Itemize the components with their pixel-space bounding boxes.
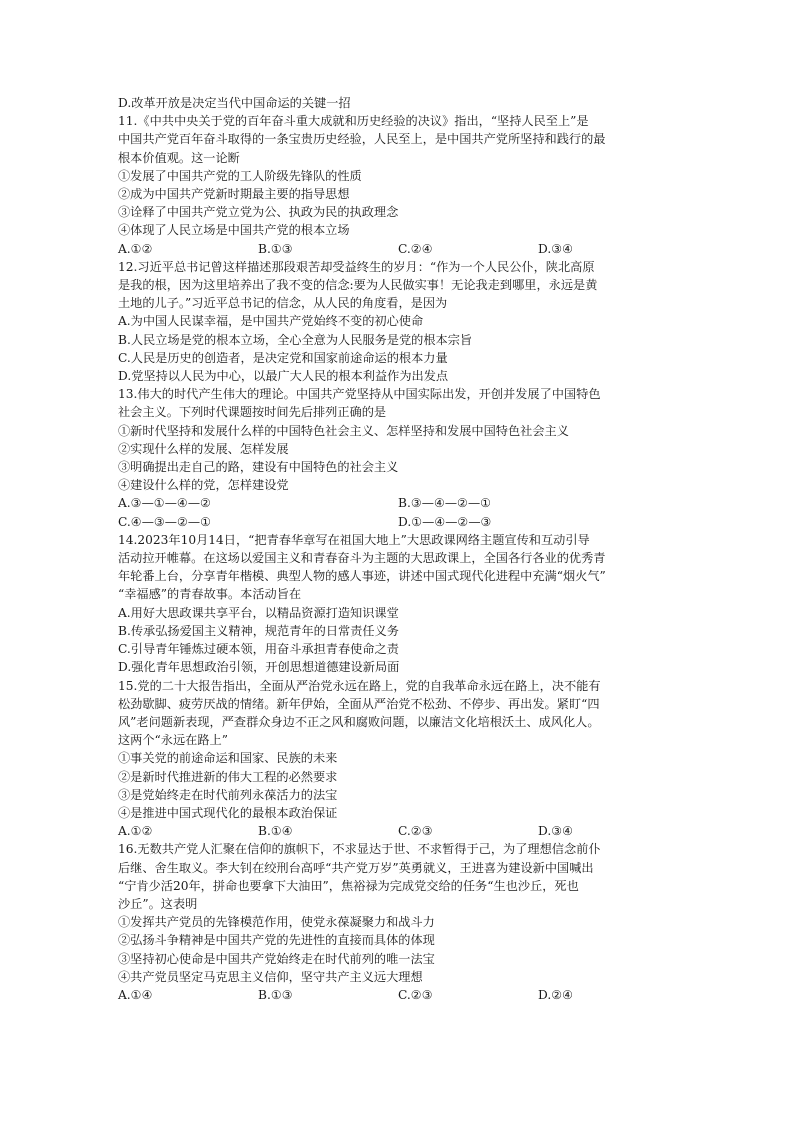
q14-stem-line: 年轮番上台，分享青年楷模、典型人物的感人事迹，讲述中国式现代化进程中充满“烟火气” bbox=[118, 569, 606, 584]
q13-options-row-2 bbox=[118, 513, 678, 531]
q15-item-3: ③是党始终走在时代前列永葆活力的法宝 bbox=[118, 787, 338, 802]
q16-option-d: D.②④ bbox=[538, 987, 574, 1002]
q13-stem-line: 13.伟大的时代产生伟大的理论。中国共产党坚持从中国实际出发，开创并发展了中国特色 bbox=[118, 387, 601, 402]
q16-item-4: ④共产党员坚定马克思主义信仰，坚守共产主义远大理想 bbox=[118, 969, 423, 984]
q14-stem-line: “幸福感”的青春故事。本活动旨在 bbox=[118, 587, 302, 602]
exam-page bbox=[118, 94, 678, 1004]
q16-option-a: A.①④ bbox=[118, 987, 153, 1002]
q15-options bbox=[118, 822, 678, 840]
question-15 bbox=[118, 677, 678, 841]
q13-stem-line: 社会主义。下列时代课题按时间先后排列正确的是 bbox=[118, 405, 387, 420]
question-13 bbox=[118, 385, 678, 531]
q16-options bbox=[118, 986, 678, 1004]
q16-stem-line: 沙丘”。这表明 bbox=[118, 896, 198, 911]
q12-stem-line: 12.习近平总书记曾这样描述那段艰苦却受益终生的岁月：“作为一个人民公仆，陕北高原 bbox=[118, 259, 595, 274]
q11-option-c: C.②④ bbox=[398, 241, 433, 256]
q16-stem-line: “宁肯少活20年，拼命也要拿下大油田”，焦裕禄为完成党交给的任务“生也沙丘，死也 bbox=[118, 878, 579, 893]
q15-stem-line: 15.党的二十大报告指出，全面从严治党永远在路上，党的自我革命永远在路上，决不能有 bbox=[118, 678, 601, 693]
q16-item-1: ①发挥共产党员的先锋模范作用，使党永葆凝聚力和战斗力 bbox=[118, 915, 435, 930]
q11-item-1: ①发展了中国共产党的工人阶级先锋队的性质 bbox=[118, 168, 362, 183]
question-14 bbox=[118, 531, 678, 677]
q15-option-c: C.②③ bbox=[398, 824, 433, 839]
q11-item-3: ③诠释了中国共产党立党为公、执政为民的执政理念 bbox=[118, 205, 399, 220]
q16-stem-line: 后继、舍生取义。李大钊在绞刑台高呼“共产党万岁”英勇就义，王进喜为建设新中国喊出 bbox=[118, 860, 594, 875]
q15-item-2: ②是新时代推进新的伟大工程的必然要求 bbox=[118, 769, 338, 784]
q15-stem-line: 风”老问题新表现，严查群众身边不正之风和腐败问题，以廉洁文化培根沃土、成风化人。 bbox=[118, 714, 600, 729]
q13-option-c: C.④—③—②—① bbox=[118, 514, 212, 529]
q13-option-d: D.①—④—②—③ bbox=[398, 514, 492, 529]
q15-stem-line: 这两个“永远在路上” bbox=[118, 733, 228, 748]
q13-item-4: ④建设什么样的党，怎样建设党 bbox=[118, 478, 289, 493]
q14-stem-line: 活动拉开帷幕。在这场以爱国主义和青春奋斗为主题的大思政课上，全国各行各业的优秀青 bbox=[118, 551, 606, 566]
q11-stem-line: 11.《中共中央关于党的百年奋斗重大成就和历史经验的决议》指出，“坚持人民至上”是 bbox=[118, 114, 589, 129]
q15-item-1: ①事关党的前途命运和国家、民族的未来 bbox=[118, 751, 338, 766]
q13-option-a: A.③—①—④—② bbox=[118, 496, 211, 511]
q12-option-d: D.党坚持以人民为中心，以最广大人民的根本利益作为出发点 bbox=[118, 369, 449, 384]
q11-item-2: ②成为中国共产党新时期最主要的指导思想 bbox=[118, 187, 350, 202]
q13-item-2: ②实现什么样的发展、怎样发展 bbox=[118, 441, 289, 456]
question-11 bbox=[118, 112, 678, 258]
q13-options-row-1 bbox=[118, 494, 678, 512]
q15-item-4: ④是推进中国式现代化的最根本政治保证 bbox=[118, 805, 338, 820]
q13-option-b: B.③—④—②—① bbox=[398, 496, 492, 511]
question-16 bbox=[118, 840, 678, 1004]
q11-stem-line: 根本价值观。这一论断 bbox=[118, 150, 240, 165]
q16-option-c: C.②③ bbox=[398, 987, 433, 1002]
q15-option-d: D.③④ bbox=[538, 824, 574, 839]
question-12 bbox=[118, 258, 678, 385]
q15-stem-line: 松劲歇脚、疲劳厌战的情绪。新年伊始，全面从严治党不松劲、不停步、再出发。紧盯“四 bbox=[118, 696, 600, 711]
q11-option-a: A.①② bbox=[118, 241, 153, 256]
q12-option-a: A.为中国人民谋幸福，是中国共产党始终不变的初心使命 bbox=[118, 314, 424, 329]
q11-option-d: D.③④ bbox=[538, 241, 574, 256]
q10-option-d: D.改革开放是决定当代中国命运的关键一招 bbox=[118, 96, 351, 110]
q14-option-b: B.传承弘扬爱国主义精神，规范青年的日常责任义务 bbox=[118, 623, 399, 638]
q13-item-1: ①新时代坚持和发展什么样的中国特色社会主义、怎样坚持和发展中国特色社会主义 bbox=[118, 423, 569, 438]
q11-option-b: B.①③ bbox=[258, 241, 293, 256]
q11-stem-line: 中国共产党百年奋斗取得的一条宝贵历史经验，人民至上，是中国共产党所坚持和践行的最 bbox=[118, 132, 606, 147]
q15-option-b: B.①④ bbox=[258, 824, 293, 839]
q12-stem-line: 土地的儿子。”习近平总书记的信念，从人民的角度看，是因为 bbox=[118, 296, 448, 311]
q16-item-2: ②弘扬斗争精神是中国共产党的先进性的直接而具体的体现 bbox=[118, 933, 435, 948]
q14-option-c: C.引导青年锤炼过硬本领，用奋斗承担青春使命之责 bbox=[118, 642, 399, 657]
q11-options bbox=[118, 240, 678, 258]
q12-stem-line: 是我的根，因为这里培养出了我不变的信念:要为人民做实事！无论我走到哪里，永远是黄 bbox=[118, 278, 598, 293]
q14-option-d: D.强化青年思想政治引领，开创思想道德建设新局面 bbox=[118, 660, 400, 675]
q11-item-4: ④体现了人民立场是中国共产党的根本立场 bbox=[118, 223, 350, 238]
q14-stem-line: 14.2023年10月14日，“把青春华章写在祖国大地上”大思政课网络主题宣传和互动引导 bbox=[118, 532, 590, 547]
q14-option-a: A.用好大思政课共享平台，以精品资源打造知识课堂 bbox=[118, 605, 399, 620]
q16-item-3: ③坚持初心使命是中国共产党始终走在时代前列的唯一法宝 bbox=[118, 951, 435, 966]
q13-item-3: ③明确提出走自己的路，建设有中国特色的社会主义 bbox=[118, 460, 399, 475]
q12-option-b: B.人民立场是党的根本立场，全心全意为人民服务是党的根本宗旨 bbox=[118, 332, 473, 347]
q16-stem-line: 16.无数共产党人汇聚在信仰的旗帜下，不求显达于世、不求暂得于己，为了理想信念前仆 bbox=[118, 842, 601, 857]
q15-option-a: A.①② bbox=[118, 824, 153, 839]
q16-option-b: B.①③ bbox=[258, 987, 293, 1002]
q12-option-c: C.人民是历史的创造者，是决定党和国家前途命运的根本力量 bbox=[118, 350, 448, 365]
